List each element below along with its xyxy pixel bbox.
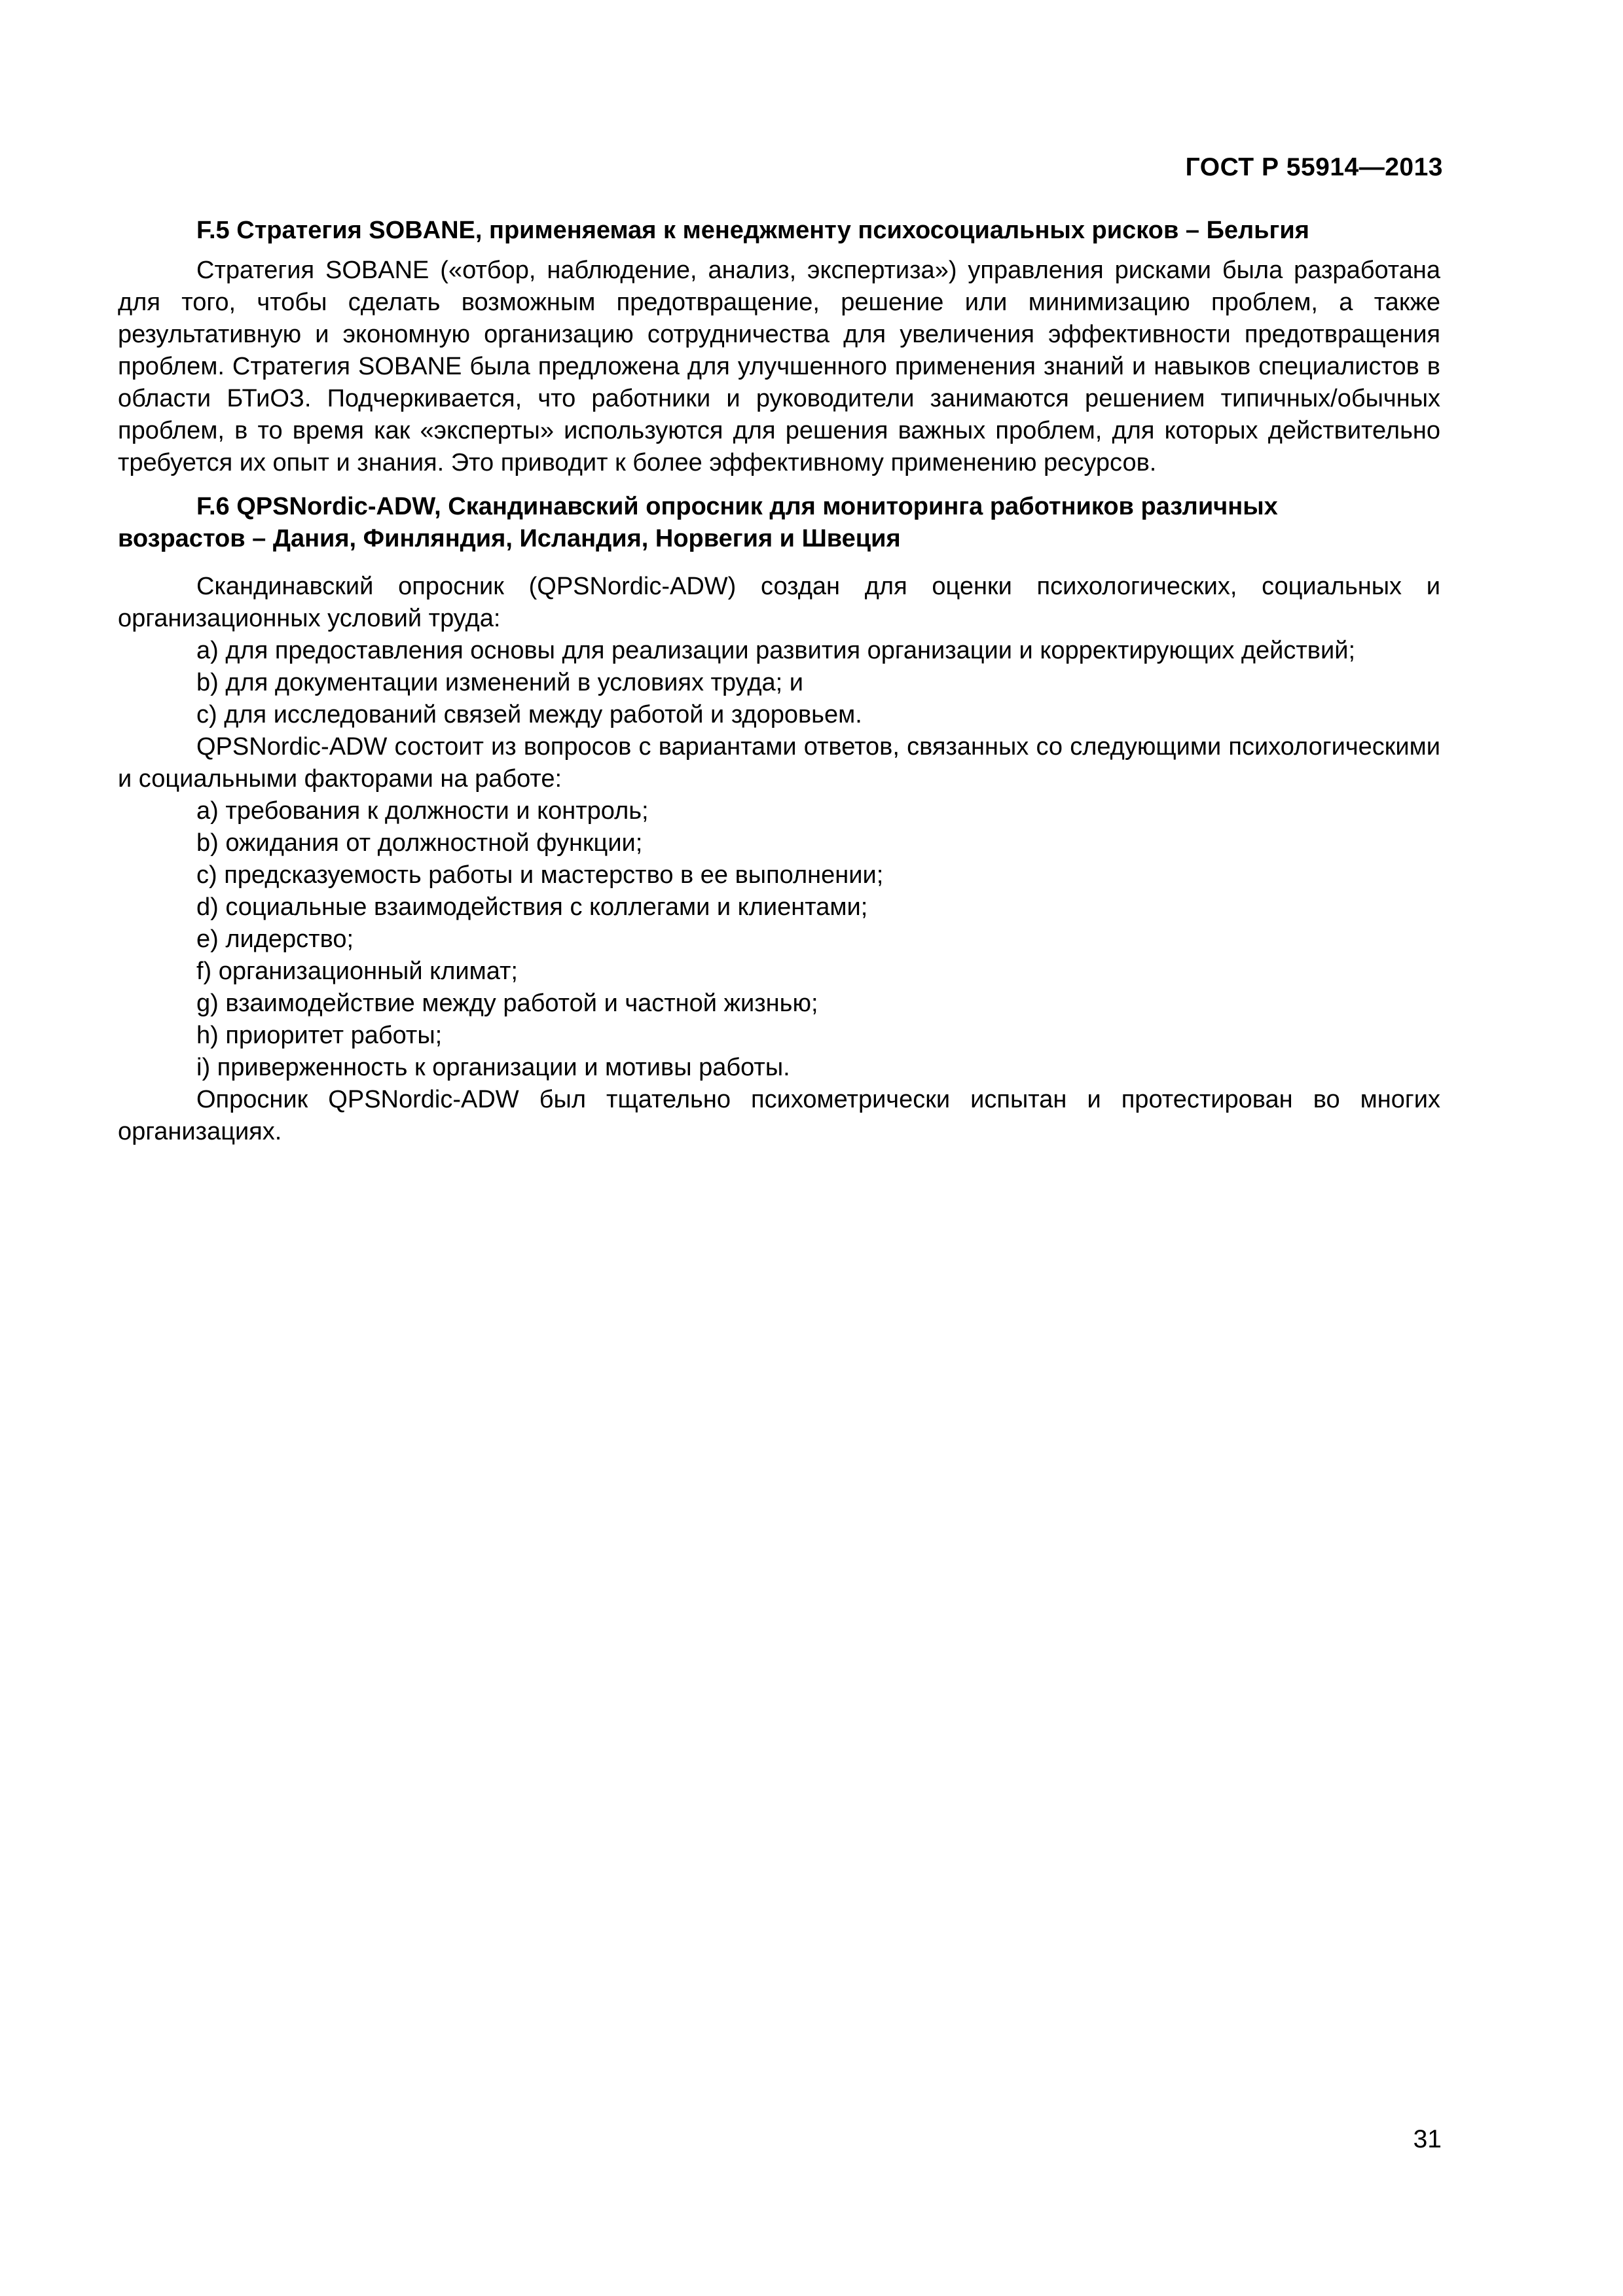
purpose-item-c: c) для исследований связей между работой и здоровьем. bbox=[196, 701, 862, 728]
factor-item-a: a) требования к должности и контроль; bbox=[196, 797, 649, 825]
section-f6-intro: Скандинавский опросник (QPSNordic-ADW) создан для оценки психологических, социальных и организационных условий труда: bbox=[118, 573, 1440, 632]
section-f6-heading-line2: возрастов – Дания, Финляндия, Исландия, Норвегия и Швеция bbox=[118, 525, 901, 552]
factor-item-c: c) предсказуемость работы и мастерство в ее выполнении; bbox=[196, 861, 884, 889]
factor-item-b: b) ожидания от должностной функции; bbox=[196, 829, 643, 857]
factor-item-g: g) взаимодействие между работой и частной жизнью; bbox=[196, 990, 818, 1017]
factor-item-e: e) лидерство; bbox=[196, 925, 354, 953]
page-number: 31 bbox=[1413, 2125, 1442, 2153]
closing-paragraph: Опросник QPSNordic-ADW был тщательно психометрически испытан и протестирован во многих организациях. bbox=[118, 1086, 1440, 1145]
purpose-item-b: b) для документации изменений в условиях труда; и bbox=[196, 669, 804, 696]
document-id-header: ГОСТ Р 55914—2013 bbox=[1185, 153, 1443, 181]
section-f6-heading bbox=[118, 491, 1440, 555]
factors-intro: QPSNordic-ADW состоит из вопросов с вариантами ответов, связанных со следующими психологическими и социальными факторами на работе: bbox=[118, 733, 1440, 793]
section-f5-heading: F.5 Стратегия SOBANE, применяемая к менеджменту психосоциальных рисков – Бельгия bbox=[196, 217, 1309, 244]
factor-item-i: i) приверженность к организации и мотивы работы. bbox=[196, 1054, 790, 1081]
section-f6-heading-line1: F.6 QPSNordic-ADW, Скандинавский опросник для мониторинга работников различных bbox=[196, 493, 1278, 520]
factor-item-f: f) организационный климат; bbox=[196, 958, 518, 985]
section-f5-paragraph: Стратегия SOBANE («отбор, наблюдение, анализ, экспертиза») управления рисками была разработана для того, чтобы сделать возможным предотвращение, решение или минимизацию проблем, а также результативную и экономную организацию сотрудничества для увеличения эффективности предотвращения проблем. Стратегия SOBANE была предложена для улучшенного применения знаний и навыков специалистов в области БТиОЗ. Подчеркивается, что работники и руководители занимаются решением типичных/обычных проблем, в то время как «эксперты» используются для решения важных проблем, для которых действительно требуется их опыт и знания. Это приводит к более эффективному применению ресурсов. bbox=[118, 257, 1440, 476]
purpose-item-a: a) для предоставления основы для реализации развития организации и корректирующих действий; bbox=[196, 637, 1356, 664]
factor-item-d: d) социальные взаимодействия с коллегами и клиентами; bbox=[196, 893, 868, 921]
page-content bbox=[118, 215, 1440, 1148]
factor-item-h: h) приоритет работы; bbox=[196, 1022, 443, 1049]
